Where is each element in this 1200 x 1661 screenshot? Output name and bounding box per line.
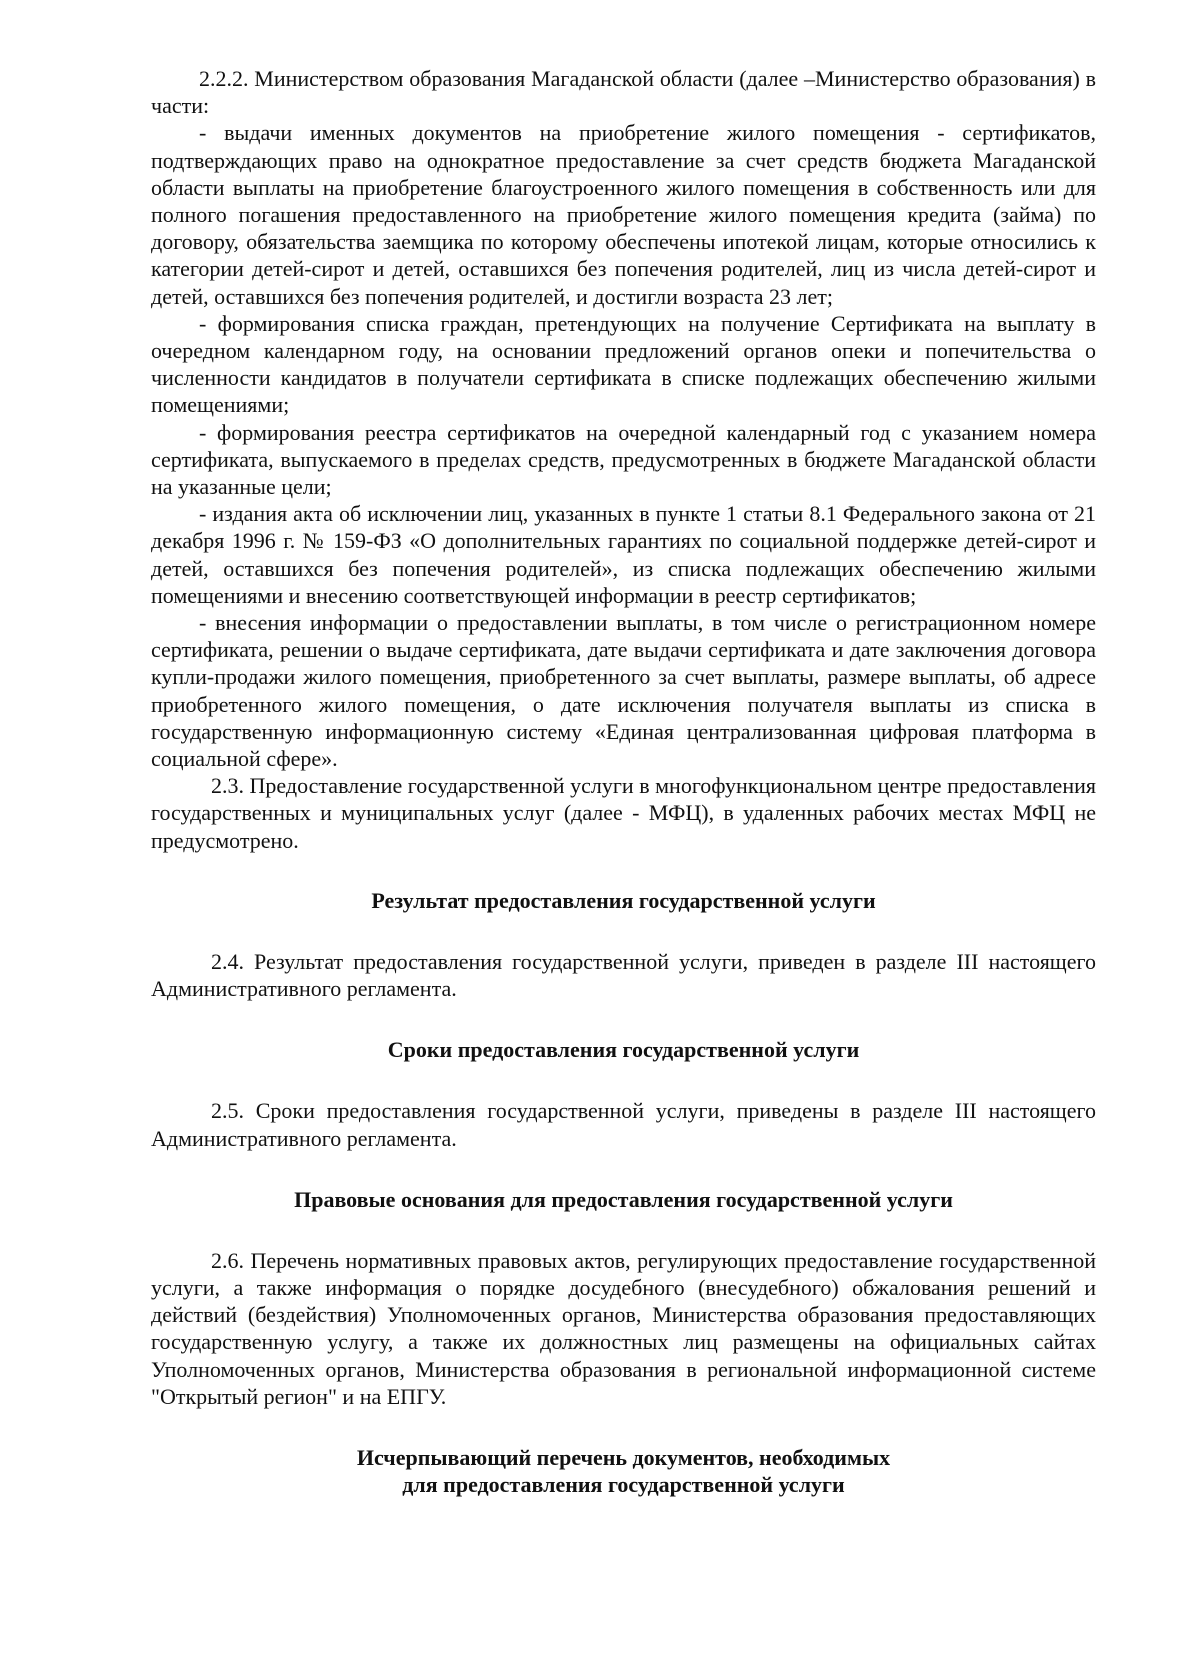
- section-2-6-paragraph: 2.6. Перечень нормативных правовых актов, регулирующих предоставление государственной услуги, а также информация о порядке досудебного (внесудебного) обжалования решений и действий (бездействия) Уполномоченных органов, Министерства образования предоставляющих государственную услугу, а также их должностных лиц размещены на официальных сайтах Уполномоченных органов, Министерства образования в региональной информационной системе "Открытый регион" и на ЕПГУ.: [151, 1247, 1096, 1409]
- list-item: - выдачи именных документов на приобретение жилого помещения - сертификатов, подтверждающих право на однократное предоставление за счет средств бюджета Магаданской области выплаты на приобретение благоустроенного жилого помещения в собственность или для полного погашения предоставленного на приобретение жилого помещения кредита (займа) по договору, обязательства заемщика по которому обеспечены ипотекой лицам, которые относились к категории детей-сирот и детей, оставшихся без попечения родителей, лиц из числа детей-сирот и детей, оставшихся без попечения родителей, и достигли возраста 23 лет;: [151, 120, 1096, 309]
- section-2-3-paragraph: 2.3. Предоставление государственной услуги в многофункциональном центре предоставления государственных и муниципальных услуг (далее - МФЦ), в удаленных рабочих местах МФЦ не предусмотрено.: [151, 773, 1096, 853]
- heading-documents-line-1: Исчерпывающий перечень документов, необходимых: [356, 1444, 891, 1470]
- list-item: - внесения информации о предоставлении выплаты, в том числе о регистрационном номере сертификата, решении о выдаче сертификата, дате выдачи сертификата и дате заключения договора купли-продажи жилого помещения, приобретенного за счет выплаты, размере выплаты, об адресе приобретенного жилого помещения, о дате исключения получателя выплаты из списка в государственную информационную систему «Единая централизованная цифровая платформа в социальной сфере».: [151, 610, 1096, 772]
- heading-result: Результат предоставления государственной услуги: [371, 887, 876, 913]
- document-body: [151, 65, 1096, 1498]
- heading-terms: Сроки предоставления государственной услуги: [387, 1037, 860, 1063]
- section-2-2-2: [151, 65, 1096, 772]
- list-item: - формирования списка граждан, претендующих на получение Сертификата на выплату в очередном календарном году, на основании предложений органов опеки и попечительства о численности кандидатов в получатели сертификата в списке подлежащих обеспечению жилыми помещениями;: [151, 310, 1096, 418]
- heading-documents: [151, 1444, 1096, 1498]
- section-2-4-paragraph: 2.4. Результат предоставления государственной услуги, приведен в разделе III настоящего Административного регламента.: [151, 948, 1096, 1002]
- section-2-5-paragraph: 2.5. Сроки предоставления государственной услуги, приведены в разделе III настоящего Административного регламента.: [151, 1098, 1096, 1151]
- heading-legal: Правовые основания для предоставления государственной услуги: [294, 1186, 953, 1212]
- heading-documents-line-2: для предоставления государственной услуги: [402, 1471, 845, 1497]
- list-item: - формирования реестра сертификатов на очередной календарный год с указанием номера сертификата, выпускаемого в пределах средств, предусмотренных в бюджете Магаданской области на указанные цели;: [151, 419, 1096, 500]
- section-2-2-2-intro: 2.2.2. Министерством образования Магаданской области (далее –Министерство образования) в части:: [151, 66, 1096, 119]
- list-item: - издания акта об исключении лиц, указанных в пункте 1 статьи 8.1 Федерального закона от 21 декабря 1996 г. № 159-ФЗ «О дополнительных гарантиях по социальной поддержке детей-сирот и детей, оставшихся без попечения родителей», из списка подлежащих обеспечению жилыми помещениями и внесению соответствующей информации в реестр сертификатов;: [151, 501, 1096, 608]
